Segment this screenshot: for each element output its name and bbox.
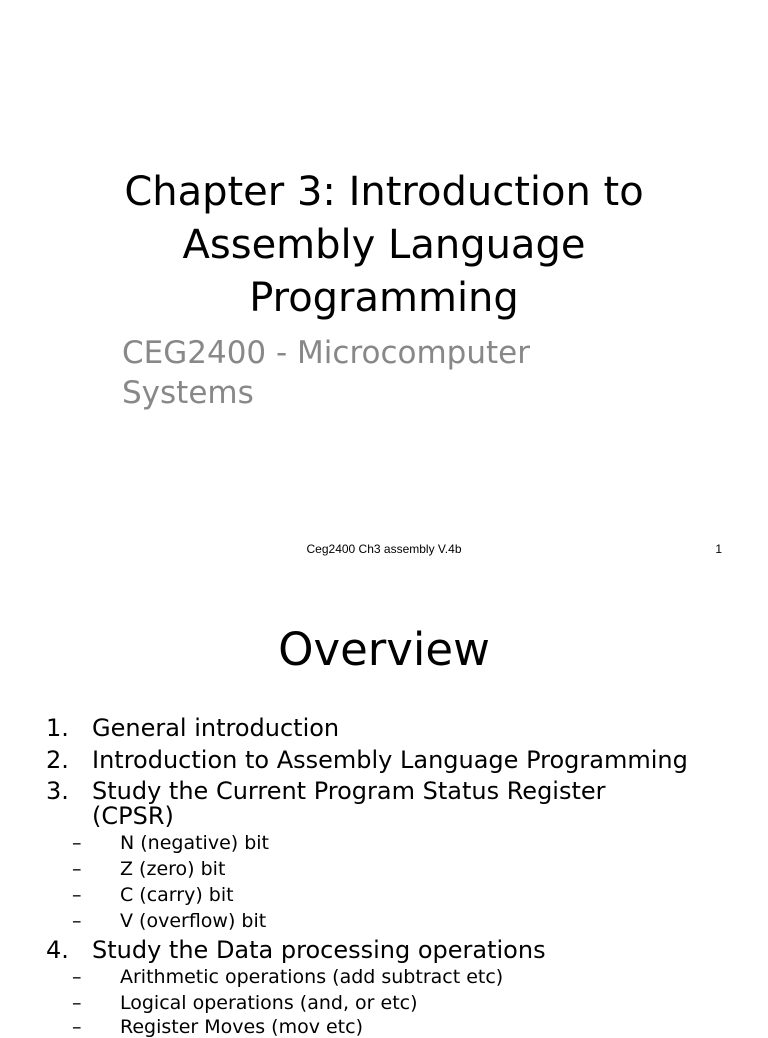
dash-bullet: – — [72, 910, 82, 932]
dash-bullet: – — [72, 992, 82, 1014]
subtitle-line: Systems — [122, 375, 254, 411]
item-text: Introduction to Assembly Language Programming — [92, 746, 688, 774]
title-line: Programming — [249, 275, 519, 321]
title-line: Chapter 3: Introduction to — [124, 169, 644, 215]
sub-item-text: Register Moves (mov etc) — [120, 1016, 363, 1038]
dash-bullet: – — [72, 832, 82, 854]
dash-bullet: – — [72, 1016, 82, 1038]
dash-bullet: – — [72, 966, 82, 988]
sub-item-text: Z (zero) bit — [120, 858, 226, 880]
slide-1-subtitle — [122, 333, 682, 413]
item-number: 4. — [46, 936, 69, 964]
sub-item-text: C (carry) bit — [120, 884, 234, 906]
dash-bullet: – — [72, 858, 82, 880]
sub-item-text: Logical operations (and, or etc) — [120, 992, 418, 1014]
item-text: General introduction — [92, 714, 340, 742]
slide-1-title — [60, 166, 708, 325]
slide-footer: Ceg2400 Ch3 assembly V.4b — [306, 542, 462, 556]
item-number: 1. — [46, 714, 69, 742]
item-text-line: (CPSR) — [92, 802, 174, 830]
slide-2 — [0, 576, 768, 1038]
page-number: 1 — [715, 542, 722, 556]
item-number: 3. — [46, 777, 69, 805]
item-text — [92, 779, 732, 829]
sub-item-text: N (negative) bit — [120, 832, 270, 854]
subtitle-line: CEG2400 - Microcomputer — [122, 335, 530, 371]
title-line: Assembly Language — [182, 222, 586, 268]
sub-item-text: V (overflow) bit — [120, 910, 267, 932]
item-text: Study the Data processing operations — [92, 936, 546, 964]
sub-item-text: Arithmetic operations (add subtract etc) — [120, 966, 504, 988]
dash-bullet: – — [72, 884, 82, 906]
item-text-line: Study the Current Program Status Register — [92, 777, 606, 805]
slide-2-title: Overview — [278, 623, 490, 676]
item-number: 2. — [46, 746, 69, 774]
